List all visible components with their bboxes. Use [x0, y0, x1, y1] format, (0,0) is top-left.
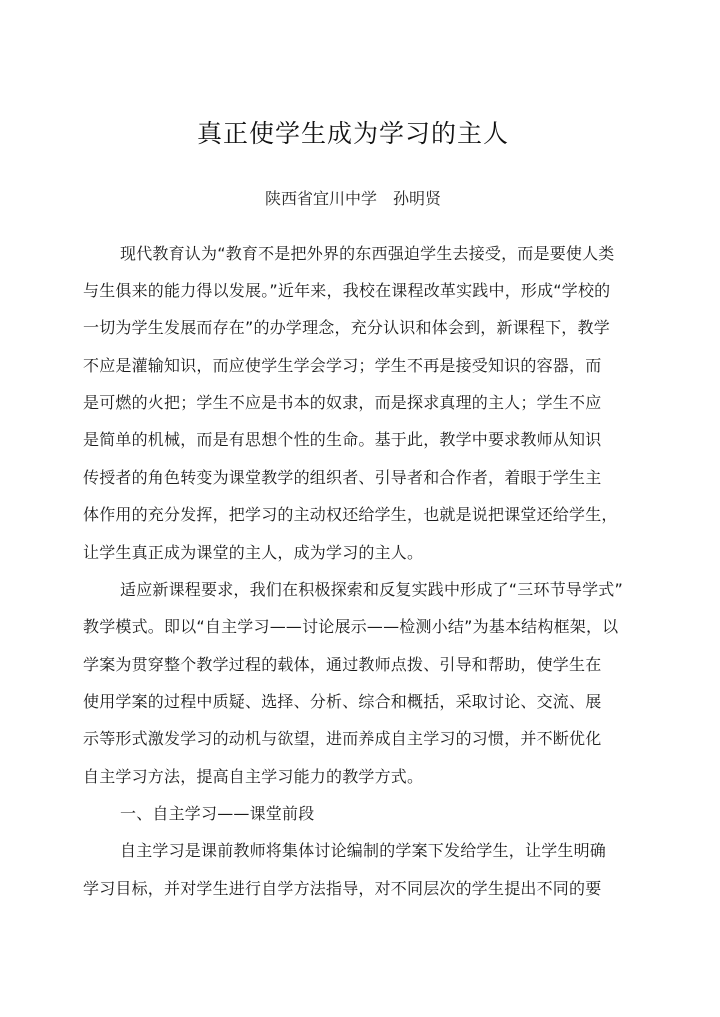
paragraph-line: 是简单的机械，而是有思想个性的生命。基于此，教学中要求教师从知识 [83, 430, 602, 449]
section-heading: 一、自主学习——课堂前段 [120, 804, 315, 823]
paragraph-line: 使用学案的过程中质疑、选择、分析、综合和概括，采取讨论、交流、展 [83, 692, 602, 711]
paragraph-line: 是可燃的火把；学生不应是书本的奴隶，而是探求真理的主人；学生不应 [83, 393, 602, 412]
paragraph-line: 示等形式激发学习的动机与欲望，进而养成自主学习的习惯，并不断优化 [83, 729, 602, 748]
author-name: 孙明贤 [393, 189, 442, 208]
paragraph-line: 现代教育认为“教育不是把外界的东西强迫学生去接受，而是要使人类 [120, 244, 615, 263]
paragraph-line: 适应新课程要求，我们在积极探索和反复实践中形成了“三环节导学式” [120, 580, 623, 599]
paragraph-line: 学案为贯穿整个教学过程的载体，通过教师点拨、引导和帮助，使学生在 [83, 655, 602, 674]
paragraph-line: 与生俱来的能力得以发展。”近年来，我校在课程改革实践中，形成“学校的 [83, 281, 611, 300]
author-school: 陕西省宜川中学 [264, 189, 377, 208]
paragraph-line: 传授者的角色转变为课堂教学的组织者、引导者和合作者，着眼于学生主 [83, 468, 602, 487]
paragraph-line: 学习目标，并对学生进行自学方法指导，对不同层次的学生提出不同的要 [83, 879, 602, 898]
paragraph-line: 自主学习是课前教师将集体讨论编制的学案下发给学生，让学生明确 [120, 841, 607, 860]
paragraph-line: 让学生真正成为课堂的主人，成为学习的主人。 [83, 543, 424, 562]
document-title: 真正使学生成为学习的主人 [196, 119, 509, 148]
paragraph-line: 不应是灌输知识，而应使学生学会学习；学生不再是接受知识的容器，而 [83, 356, 602, 375]
paragraph-line: 自主学习方法，提高自主学习能力的教学方式。 [83, 767, 424, 786]
paragraph-line: 教学模式。即以“自主学习——讨论展示——检测小结”为基本结构框架，以 [83, 617, 619, 636]
paragraph-line: 体作用的充分发挥，把学习的主动权还给学生，也就是说把课堂还给学生， [83, 505, 618, 524]
author-line [0, 186, 706, 212]
paragraph-line: 一切为学生发展而存在”的办学理念，充分认识和体会到，新课程下，教学 [83, 318, 610, 337]
